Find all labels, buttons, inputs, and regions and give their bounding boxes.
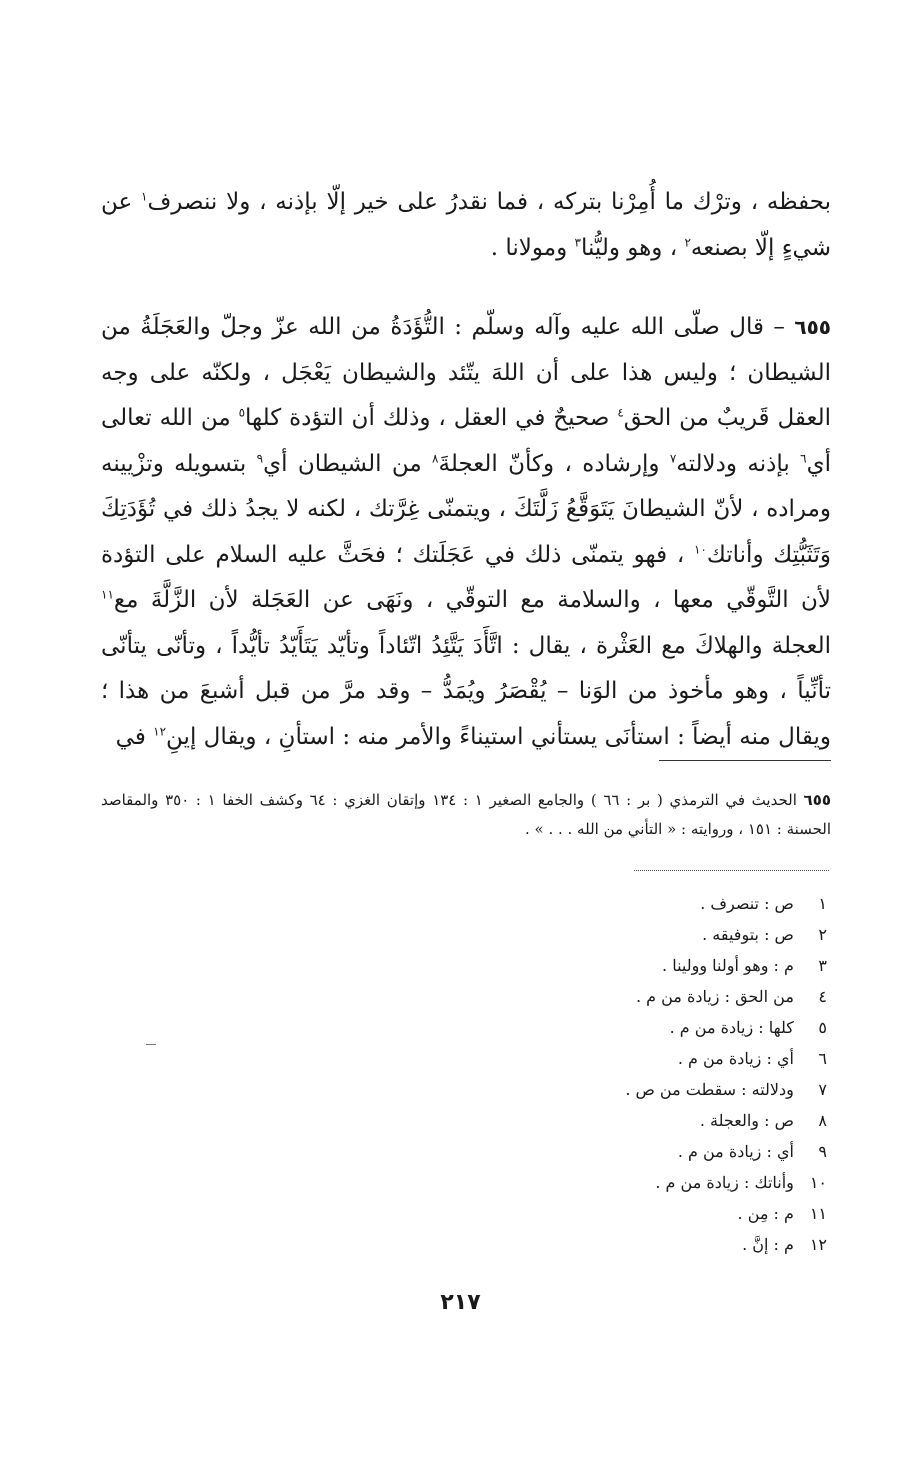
variant-item <box>625 1198 827 1229</box>
footnote-separator <box>659 760 831 761</box>
variant-item <box>625 1074 827 1105</box>
text-line: ومولانا . <box>490 234 575 261</box>
variant-number: ١٢ <box>809 1235 827 1254</box>
text-line: من الشيطان أي <box>263 450 433 477</box>
hadith-paragraph <box>101 305 831 760</box>
variant-number: ٨ <box>818 1111 827 1130</box>
variant-readings-list <box>625 888 827 1260</box>
variant-text: ص : والعجلة . <box>699 1111 794 1130</box>
variant-item <box>625 1012 827 1043</box>
variant-item <box>625 1043 827 1074</box>
text-line: وإرشاده ، وكأنّ العجلةَ <box>438 450 670 477</box>
text-line: – قال صلّى الله عليه وآله وسلّم : التُّؤَدَةُ من الله عزّ وجلّ والعَجَلَةُ <box>140 314 785 340</box>
margin-mark <box>146 1044 156 1045</box>
footnote-ref: ٢ <box>684 234 691 249</box>
variant-item <box>625 1136 827 1167</box>
text-line: من الله تعالى <box>101 405 239 431</box>
footnote-ref: ٦ <box>800 450 807 465</box>
variant-text: كلها : زيادة من م . <box>669 1018 794 1037</box>
footnote-ref: ٧ <box>669 450 677 465</box>
variant-text: م : مِن . <box>737 1204 794 1223</box>
text-line: العقل قَريبٌ من الحق <box>623 405 832 431</box>
text-line: من الشيطان ؛ وليس هذا على أن اللهَ يتّئد والشيطان يَعْجَل ، ولكنّه على وجه <box>101 314 831 386</box>
variant-number: ٢ <box>818 925 827 944</box>
variant-number: ١٠ <box>809 1173 827 1192</box>
variant-item <box>625 1105 827 1136</box>
text-line: عن <box>101 189 142 215</box>
variant-text: من الحق : زيادة من م . <box>635 987 794 1006</box>
variant-text: وأناتك : زيادة من م . <box>655 1173 794 1192</box>
footnote-ref: ٨ <box>432 450 439 465</box>
text-line: ، وهو وليُّنا <box>580 234 685 261</box>
footnote-ref: ٤ <box>617 405 624 420</box>
text-line: التؤدة لأن التَّوقّي معها ، والسلامة مع التوقّي ، ونَهَى عن العَجَلة لأن الزَّلَّةَ مع <box>101 541 831 613</box>
text-line: بتسويله وتزْيينه <box>101 450 257 477</box>
text-line: في <box>115 723 154 750</box>
text-line: تأنِّياً ، وهو مأخوذ من الوَنا – يُقْصَرُ ويُمَدُّ – وقد مرَّ من قبل أشبعَ من هذا ؛ <box>101 678 831 704</box>
text-line: ، فهو يتمنّى ذلك في عَجَلَتك ؛ فحَثَّ عليه السلام على <box>165 541 694 568</box>
main-text <box>101 180 831 760</box>
text-line: العجلة والهلاكَ مع العَثْرة ، يقال : اتَّأَدَ يَتَّئِدُ اتّئاداً وتأيّد يَتَأَيّدُ تأيُّداً ، وتأنّى يتأنّى <box>101 632 831 659</box>
paragraph-gap <box>101 271 831 305</box>
footnote-ref: ١٢ <box>153 723 167 738</box>
text-line: شيءٍ إلّا بصنعه <box>690 234 831 261</box>
entry-number: ٦٥٥ <box>794 315 831 339</box>
variant-number: ١١ <box>809 1204 827 1223</box>
text-line: ومراده ، لأنّ الشيطانَ يَتَوَقَّعُ زَلَّتَكَ ، ويتمنّى غِرَّتك ، لكنه لا يجدُ ذلك في <box>163 496 831 522</box>
variant-item <box>625 1229 827 1260</box>
variant-text: ودلالته : سقطت من ص . <box>625 1080 794 1099</box>
variant-item <box>625 1167 827 1198</box>
text-line: بحفظه ، وترْك ما أُمِرْنا بتركه ، فما نقدرُ على خير إلّا بإذنه ، ولا ننصرف <box>147 189 831 215</box>
text-line: تُؤَدَتِكَ وَتَثَبُّتِك وأناتك <box>101 496 831 568</box>
variant-text: م : إنَّ . <box>742 1235 794 1254</box>
variant-number: ٣ <box>818 956 827 975</box>
variant-text: ص : بتوفيقه . <box>702 925 794 944</box>
variant-number: ٤ <box>818 987 827 1006</box>
variant-number: ٦ <box>818 1049 827 1068</box>
variant-number: ٥ <box>818 1018 827 1037</box>
footnote-ref: ٣ <box>574 234 581 249</box>
footnote-ref: ١ <box>141 189 148 204</box>
variant-text: م : وهو أولنا وولينا . <box>662 956 794 975</box>
note-text: الحديث في الترمذي ( بر : ٦٦ ) والجامع الصغير ١ : ١٣٤ وإتقان الغزي : ٦٤ وكشف <box>259 791 797 809</box>
variant-text: أي : زيادة من م . <box>677 1049 794 1068</box>
variant-text: أي : زيادة من م . <box>677 1142 794 1161</box>
text-line: بإذنه ودلالته <box>676 450 801 477</box>
footnote-ref: ٥ <box>238 405 246 420</box>
variant-item <box>625 981 827 1012</box>
variant-number: ٩ <box>818 1142 827 1161</box>
dotted-separator <box>634 870 829 871</box>
footnote-ref: ١١ <box>101 587 114 602</box>
variant-item <box>625 950 827 981</box>
text-line: صحيحٌ في العقل ، وذلك أن التؤدة كلها <box>245 405 618 431</box>
hadith-source-note <box>101 786 831 844</box>
note-text: الخفا ١ : ٣٥٠ والمقاصد الحسنة : ١٥١ ، وروايته : « التأني من الله . . . » . <box>101 791 831 838</box>
variant-text: ص : تنصرف . <box>700 894 794 913</box>
footnote-ref: ١٠ <box>693 541 707 556</box>
variant-item <box>625 919 827 950</box>
text-line: أي <box>806 450 831 477</box>
variant-item <box>625 888 827 919</box>
paragraph-continuation <box>101 180 831 271</box>
page-number: ٢١٧ <box>440 1290 481 1315</box>
variant-number: ٧ <box>818 1080 827 1099</box>
variant-number: ١ <box>818 894 827 913</box>
footnote-ref: ٩ <box>256 450 264 465</box>
text-line: ويقال منه أيضاً : استأنَى يستأني استيناءً والأمر منه : استأنِ ، ويقال إينِ <box>166 723 831 750</box>
note-number: ٦٥٥ <box>803 791 832 809</box>
